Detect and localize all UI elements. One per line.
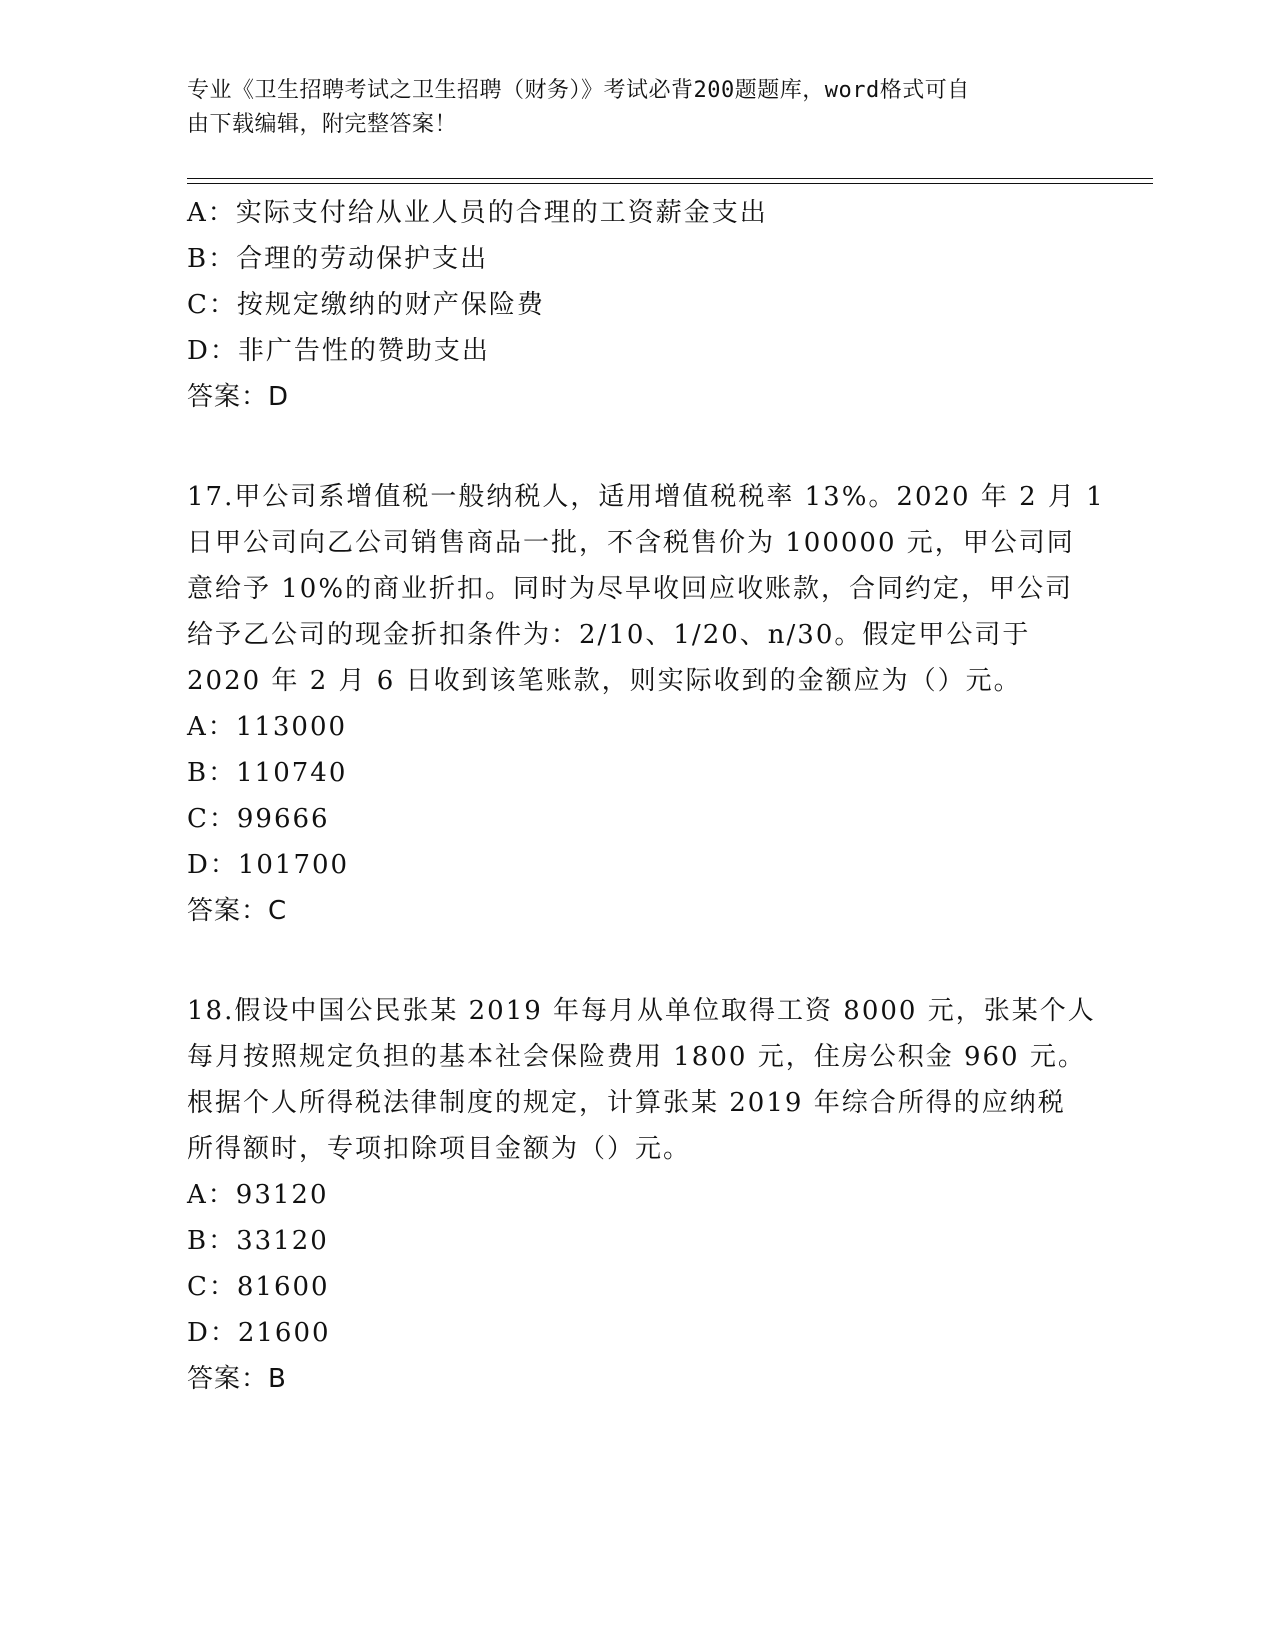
q17-stem-line-5: 2020 年 2 月 6 日收到该笔账款，则实际收到的金额应为（）元。: [187, 666, 1022, 696]
q17-stem-line-1: 17.甲公司系增值税一般纳税人，适用增值税税率 13%。2020 年 2 月 1: [187, 482, 1105, 512]
q17-answer: 答案：C: [187, 896, 288, 926]
question-16-block: [187, 190, 1087, 420]
q17-option-c: C：99666: [187, 804, 330, 834]
q18-option-b: B：33120: [187, 1226, 329, 1256]
header-divider-top: [187, 178, 1153, 179]
q16-option-d: D：非广告性的赞助支出: [187, 336, 490, 366]
q18-option-c: C：81600: [187, 1272, 330, 1302]
q18-stem-line-3: 根据个人所得税法律制度的规定，计算张某 2019 年综合所得的应纳税: [187, 1088, 1066, 1118]
q18-answer: 答案：B: [187, 1364, 287, 1394]
question-18-block: [187, 988, 1096, 1402]
q17-option-a: A：113000: [187, 712, 348, 742]
q16-option-c: C：按规定缴纳的财产保险费: [187, 290, 545, 320]
spacer: [187, 420, 1087, 474]
q18-option-a: A：93120: [187, 1180, 329, 1210]
q18-stem-line-1: 18.假设中国公民张某 2019 年每月从单位取得工资 8000 元，张某个人: [187, 996, 1096, 1026]
question-17-block: [187, 474, 1105, 934]
header-divider-bottom: [187, 183, 1153, 184]
q16-option-a: A：实际支付给从业人员的合理的工资薪金支出: [187, 198, 768, 228]
header-line-1: 专业《卫生招聘考试之卫生招聘（财务）》考试必背200题题库，word格式可自: [187, 78, 970, 103]
q18-option-d: D：21600: [187, 1318, 331, 1348]
document-body: [187, 190, 1105, 1402]
document-header: [187, 74, 1067, 142]
spacer: [187, 934, 1087, 988]
header-line-2: 由下载编辑，附完整答案！: [187, 112, 458, 137]
q16-answer: 答案：D: [187, 382, 290, 412]
q16-option-b: B：合理的劳动保护支出: [187, 244, 489, 274]
q17-stem-line-4: 给予乙公司的现金折扣条件为：2/10、1/20、n/30。假定甲公司于: [187, 620, 1031, 650]
q17-stem-line-3: 意给予 10%的商业折扣。同时为尽早收回应收账款，合同约定，甲公司: [187, 574, 1074, 604]
q18-stem-line-4: 所得额时，专项扣除项目金额为（）元。: [187, 1134, 692, 1164]
q17-option-b: B：110740: [187, 758, 348, 788]
q18-stem-line-2: 每月按照规定负担的基本社会保险费用 1800 元，住房公积金 960 元。: [187, 1042, 1086, 1072]
q17-option-d: D：101700: [187, 850, 350, 880]
q17-stem-line-2: 日甲公司向乙公司销售商品一批，不含税售价为 100000 元，甲公司同: [187, 528, 1075, 558]
